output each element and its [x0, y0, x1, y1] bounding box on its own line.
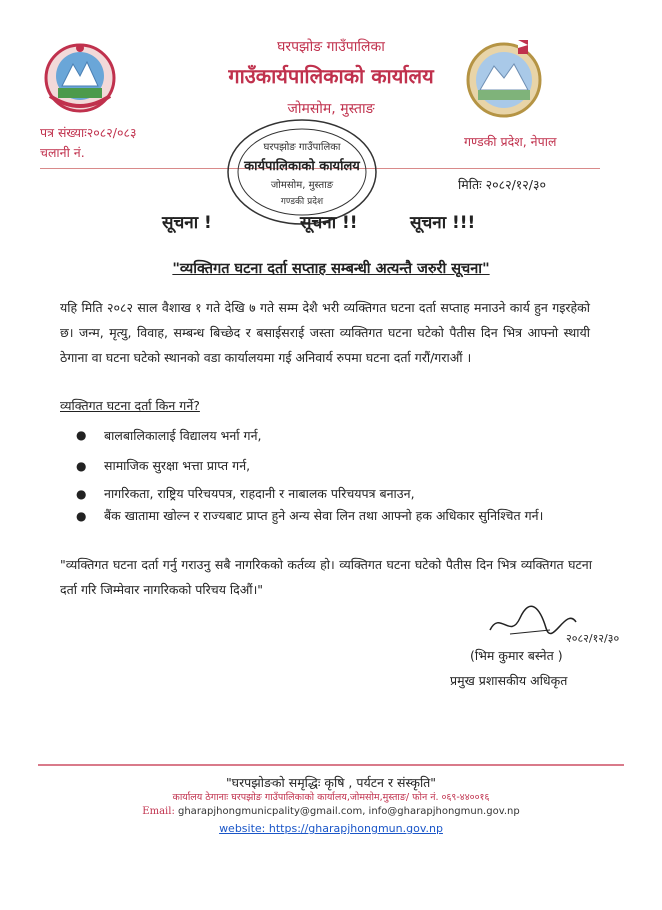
- municipality-name: घरपझोङ गाउँपालिका: [277, 39, 385, 55]
- bullet-item-3: नागरिकता, राष्ट्रिय परिचयपत्र, राहदानी र नाबालक परिचयपत्र बनाउन,: [104, 486, 415, 501]
- signer-title: प्रमुख प्रशासकीय अधिकृत: [450, 673, 568, 688]
- footer-website-line: [0, 822, 662, 835]
- stamp-line-4: गण्डकी प्रदेश: [280, 197, 324, 207]
- why-register-heading: व्यक्तिगत घटना दर्ता किन गर्ने?: [60, 398, 200, 413]
- handwritten-signature: [480, 600, 620, 648]
- province-label: गण्डकी प्रदेश, नेपाल: [464, 134, 557, 149]
- footer-email-line: [0, 806, 662, 817]
- email-address[interactable]: gharapjhongmunicpality@gmail.com, info@gharapjhongmun.gov.np: [178, 806, 520, 817]
- footer-divider: [38, 764, 624, 766]
- bullet-icon: ●: [76, 487, 87, 501]
- office-location: जोमसोम, मुस्ताङ: [287, 101, 375, 117]
- letter-date: मितिः २०८२/१२/३०: [458, 177, 546, 192]
- stamp-line-1: घरपझोङ गाउँपालिका: [263, 142, 341, 153]
- bullet-item-1: बालबालिकालाई विद्यालय भर्ना गर्न,: [104, 428, 262, 443]
- notice-word-2: सूचना !!: [300, 213, 358, 233]
- email-label: Email:: [142, 806, 175, 817]
- office-name: गाउँकार्यपालिकाको कार्यालय: [228, 64, 434, 88]
- bullet-icon: ●: [76, 509, 87, 523]
- signer-name: (भिम कुमार बस्नेत ): [470, 648, 563, 663]
- body-paragraph: यहि मिति २०८२ साल वैशाख १ गते देखि ७ गते सम्म देशै भरी व्यक्तिगत घटना दर्ता सप्ताह मनाउने कार्य हुन गइरहेको छ। जन्म, मृत्यु, विवाह, सम्बन्ध बिच्छेद र बसाईसराई जस्ता व्यक्तिगत घटना घटेको पैतीस दिन भित्र आफ्नो स्थायी ठेगाना वा घटना घटेको स्थानको वडा कार्यालयमा गई अनिवार्य रुपमा घटना दर्ता गरौं/गराऔं ।: [60, 300, 590, 365]
- website-link[interactable]: website: https://gharapjhongmun.gov.np: [219, 822, 443, 835]
- bullet-item-4: बैंक खातामा खोल्न र राज्यबाट प्राप्त हुने अन्य सेवा लिन तथा आफ्नो हक अधिकार सुनिश्चित गर्न।: [104, 508, 544, 523]
- bullet-icon: ●: [76, 459, 87, 473]
- footer-address: कार्यालय ठेगानाः घरपझोङ गाउँपालिकाको कार्यालय,जोमसोम,मुस्ताङ/ फोन नं. ०६९-४४००१६: [172, 792, 490, 803]
- footer-slogan: "घरपझोङको समृद्धिः कृषि , पर्यटन र संस्कृति": [225, 775, 437, 790]
- notice-word-3: सूचना !!!: [410, 213, 476, 233]
- letter-number: पत्र संख्याः२०८२/०८३: [40, 125, 137, 140]
- closing-quote: "व्यक्तिगत घटना दर्ता गर्नु गराउनु सबै नागरिकको कर्तव्य हो। व्यक्तिगत घटना घटेको पैतीस दिन भित्र व्यक्तिगत घटना दर्ता गरि जिम्मेवार नागरिकको परिचय दिऔं।": [60, 557, 592, 597]
- stamp-line-2: कार्यपालिकाको कार्यालय: [244, 159, 360, 174]
- signature-date: २०८२/१२/३०: [566, 632, 620, 645]
- bullet-icon: ●: [76, 428, 87, 442]
- notice-word-1: सूचना !: [162, 213, 212, 233]
- dispatch-number: चलानी नं.: [40, 145, 85, 160]
- bullet-item-2: सामाजिक सुरक्षा भत्ता प्राप्त गर्न,: [104, 458, 251, 473]
- notice-headline: "व्यक्तिगत घटना दर्ता सप्ताह सम्बन्धी अत्यन्तै जरुरी सूचना": [172, 261, 490, 277]
- stamp-line-3: जोमसोम, मुस्ताङ: [270, 180, 334, 191]
